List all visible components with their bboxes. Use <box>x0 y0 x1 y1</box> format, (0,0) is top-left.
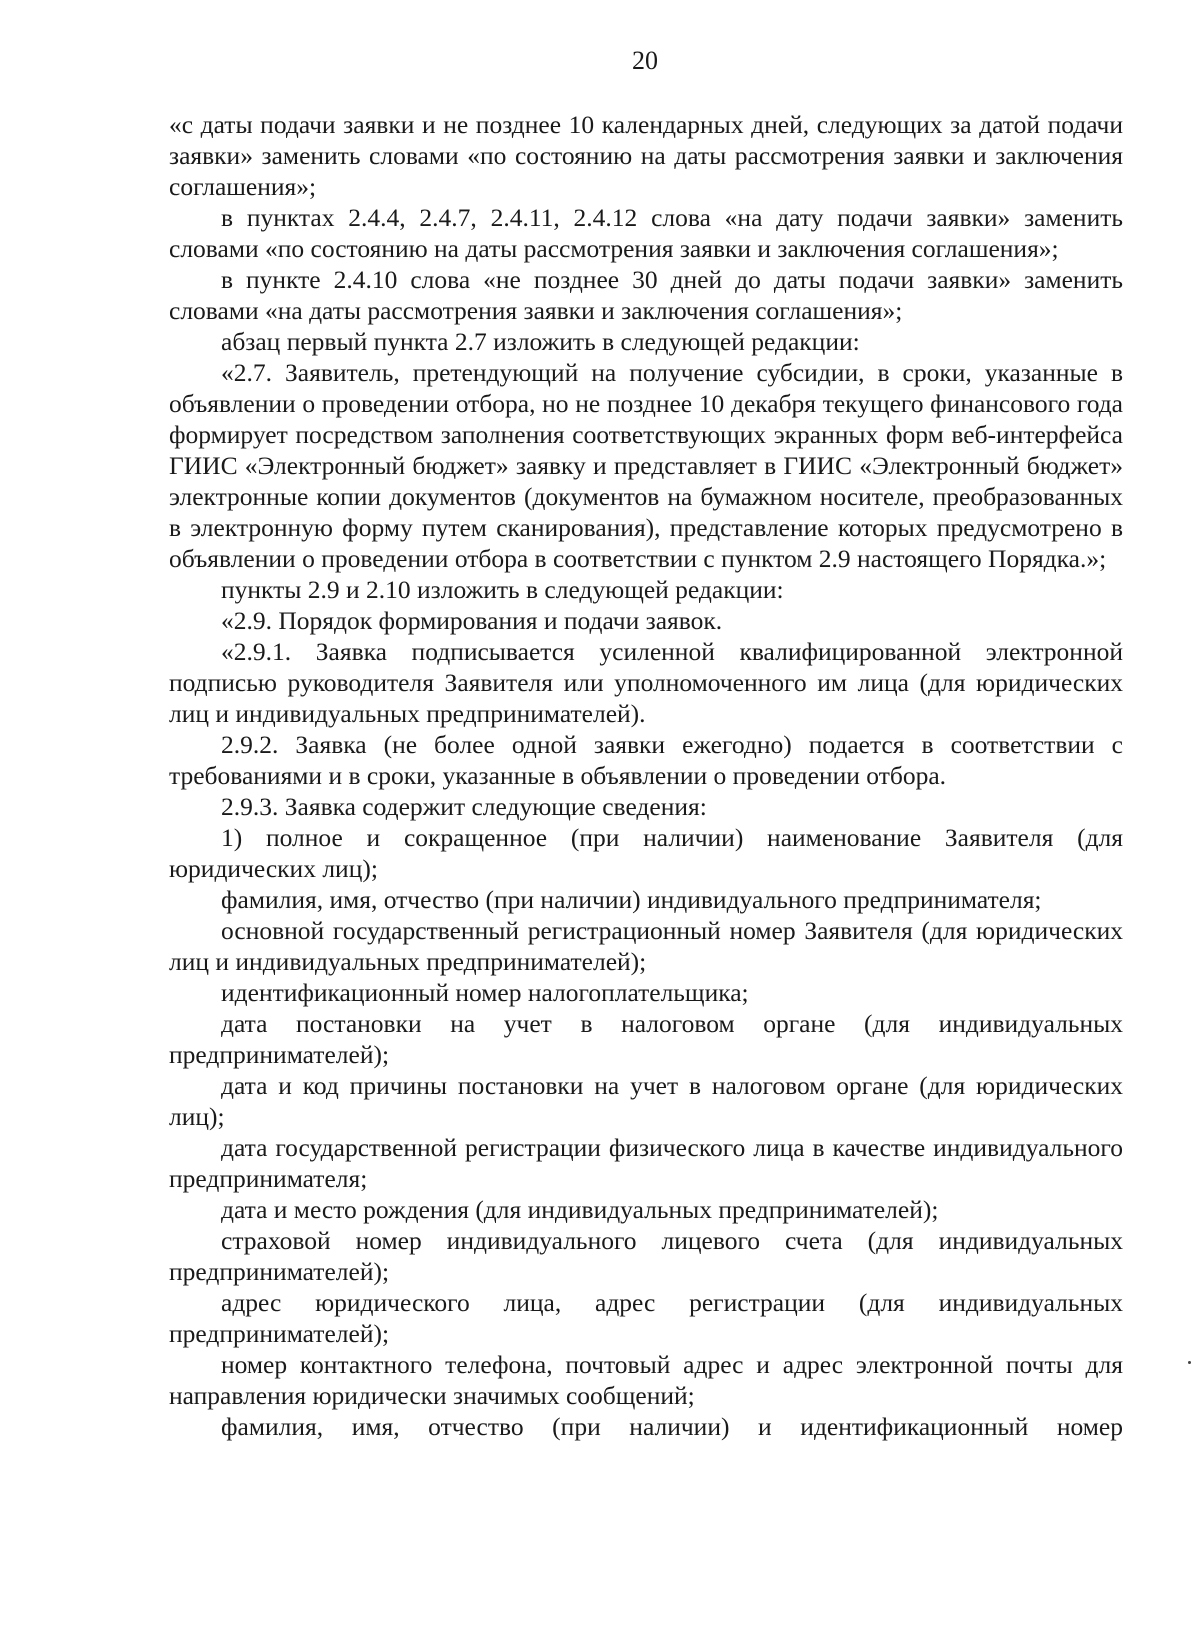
paragraph-14: идентификационный номер налогоплательщика; <box>221 978 749 1007</box>
paragraph-8: «2.9.1. Заявка подписывается усиленной квалифицированной электронной подписью руководителя Заявителя или уполномоченного им лица (для юридических лиц и индивидуальных предпринимателей). <box>169 637 1123 728</box>
paragraph-3: в пункте 2.4.10 слова «не позднее 30 дней до даты подачи заявки» заменить словами «на даты рассмотрения заявки и заключения соглашения»; <box>169 265 1123 325</box>
paragraph-18: дата и место рождения (для индивидуальных предпринимателей); <box>221 1195 939 1224</box>
document-body <box>169 109 1123 1442</box>
paragraph-7: «2.9. Порядок формирования и подачи заявок. <box>221 606 723 635</box>
paragraph-2: в пунктах 2.4.4, 2.4.7, 2.4.11, 2.4.12 слова «на дату подачи заявки» заменить словами «по состоянию на даты рассмотрения заявки и заключения соглашения»; <box>169 203 1123 263</box>
paragraph-12: фамилия, имя, отчество (при наличии) индивидуального предпринимателя; <box>221 885 1042 914</box>
paragraph-17: дата государственной регистрации физического лица в качестве индивидуального предпринимателя; <box>169 1133 1123 1193</box>
paragraph-13: основной государственный регистрационный номер Заявителя (для юридических лиц и индивидуальных предпринимателей); <box>169 916 1123 976</box>
paragraph-4: абзац первый пункта 2.7 изложить в следующей редакции: <box>221 327 860 356</box>
paragraph-10: 2.9.3. Заявка содержит следующие сведения: <box>221 792 707 821</box>
paragraph-16: дата и код причины постановки на учет в налоговом органе (для юридических лиц); <box>169 1071 1123 1131</box>
paragraph-1: «с даты подачи заявки и не позднее 10 календарных дней, следующих за датой подачи заявки» заменить словами «по состоянию на даты рассмотрения заявки и заключения соглашения»; <box>169 110 1123 201</box>
page-number: 20 <box>632 46 658 75</box>
paragraph-21: номер контактного телефона, почтовый адрес и адрес электронной почты для направления юридически значимых сообщений; <box>169 1350 1123 1410</box>
paragraph-9: 2.9.2. Заявка (не более одной заявки ежегодно) подается в соответствии с требованиями и в сроки, указанные в объявлении о проведении отбора. <box>169 730 1123 790</box>
paragraph-19: страховой номер индивидуального лицевого счета (для индивидуальных предпринимателей); <box>169 1226 1123 1286</box>
paragraph-11: 1) полное и сокращенное (при наличии) наименование Заявителя (для юридических лиц); <box>169 823 1123 883</box>
paragraph-20: адрес юридического лица, адрес регистрации (для индивидуальных предпринимателей); <box>169 1288 1123 1348</box>
paragraph-5: «2.7. Заявитель, претендующий на получение субсидии, в сроки, указанные в объявлении о проведении отбора, но не позднее 10 декабря текущего финансового года формирует посредством заполнения соответствующих экранных форм веб-интерфейса ГИИС «Электронный бюджет» заявку и представляет в ГИИС «Электронный бюджет» электронные копии документов (документов на бумажном носителе, преобразованных в электронную форму путем сканирования), представление которых предусмотрено в объявлении о проведении отбора в соответствии с пунктом 2.9 настоящего Порядка.»; <box>169 358 1123 573</box>
paragraph-15: дата постановки на учет в налоговом органе (для индивидуальных предпринимателей); <box>169 1009 1123 1069</box>
scan-speck <box>1188 1361 1191 1364</box>
paragraph-6: пункты 2.9 и 2.10 изложить в следующей редакции: <box>221 575 784 604</box>
paragraph-22: фамилия, имя, отчество (при наличии) и идентификационный номер <box>221 1412 1123 1441</box>
